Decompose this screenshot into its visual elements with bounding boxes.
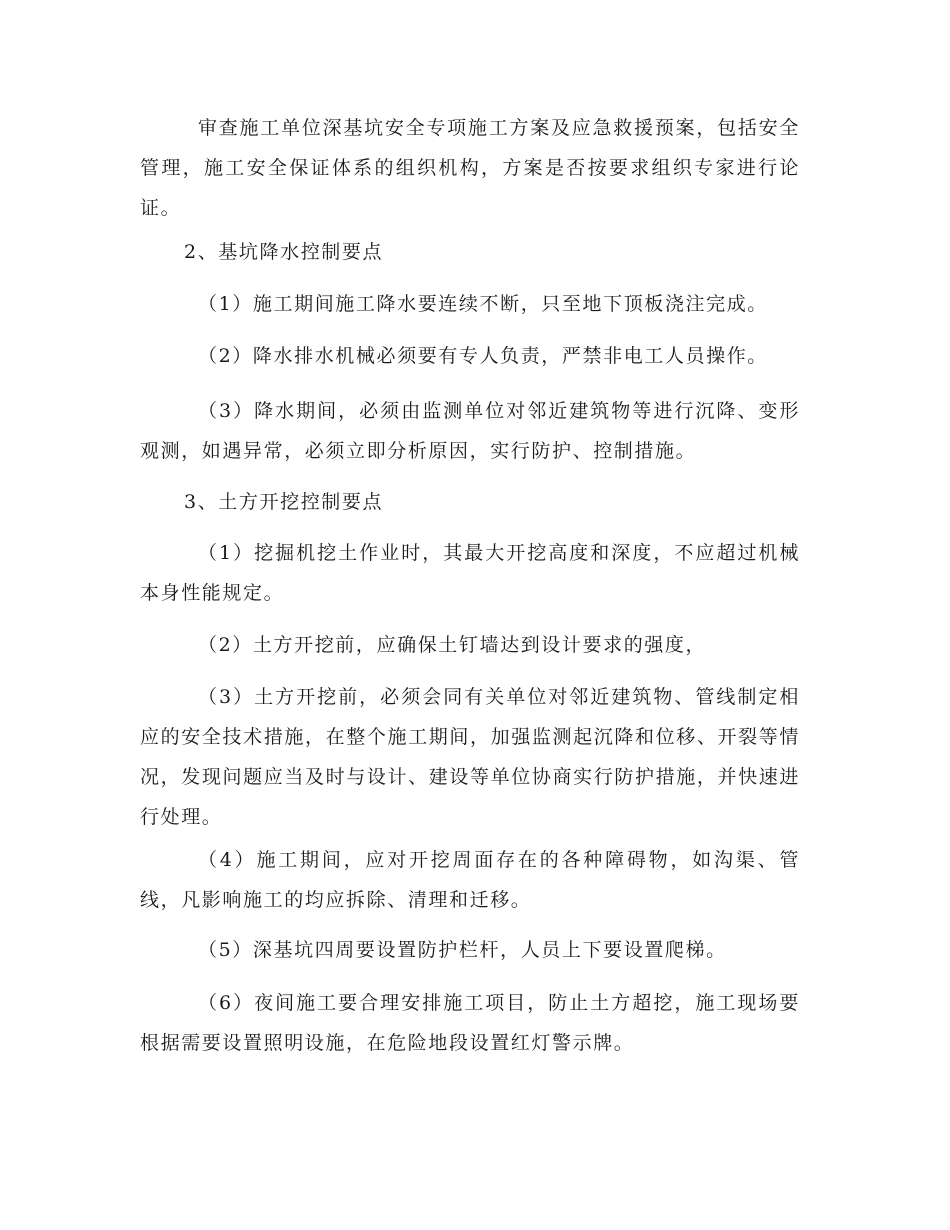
dewatering-item-3: （3）降水期间，必须由监测单位对邻近建筑物等进行沉降、变形观测，如遇异常，必须立即分析原因，实行防护、控制措施。: [140, 400, 800, 462]
dewatering-item-1: （1）施工期间施工降水要连续不断，只至地下顶板浇注完成。: [198, 293, 768, 315]
intro-paragraph: 审查施工单位深基坑安全专项施工方案及应急救援预案，包括安全管理，施工安全保证体系的组织机构，方案是否按要求组织专家进行论证。: [140, 117, 800, 219]
excavation-item-2: （2）土方开挖前，应确保土钉墙达到设计要求的强度，: [198, 634, 707, 656]
excavation-item-6: （6）夜间施工要合理安排施工项目，防止土方超挖，施工现场要根据需要设置照明设施，在危险地段设置红灯警示牌。: [140, 992, 800, 1054]
section-heading-dewatering: 2、基坑降水控制要点: [184, 241, 384, 263]
excavation-item-4: （4）施工期间，应对开挖周面存在的各种障碍物，如沟渠、管线，凡影响施工的均应拆除、清理和迁移。: [140, 849, 800, 911]
section-heading-excavation: 3、土方开挖控制要点: [184, 491, 384, 513]
excavation-item-1: （1）挖掘机挖土作业时，其最大开挖高度和深度，不应超过机械本身性能规定。: [140, 542, 800, 604]
dewatering-item-2: （2）降水排水机械必须要有专人负责，严禁非电工人员操作。: [198, 345, 768, 367]
excavation-item-5: （5）深基坑四周要设置防护栏杆，人员上下要设置爬梯。: [198, 939, 727, 961]
excavation-item-3: （3）土方开挖前，必须会同有关单位对邻近建筑物、管线制定相应的安全技术措施，在整个施工期间，加强监测起沉降和位移、开裂等情况，发现问题应当及时与设计、建设等单位协商实行防护措施，并快速进行处理。: [140, 686, 800, 828]
